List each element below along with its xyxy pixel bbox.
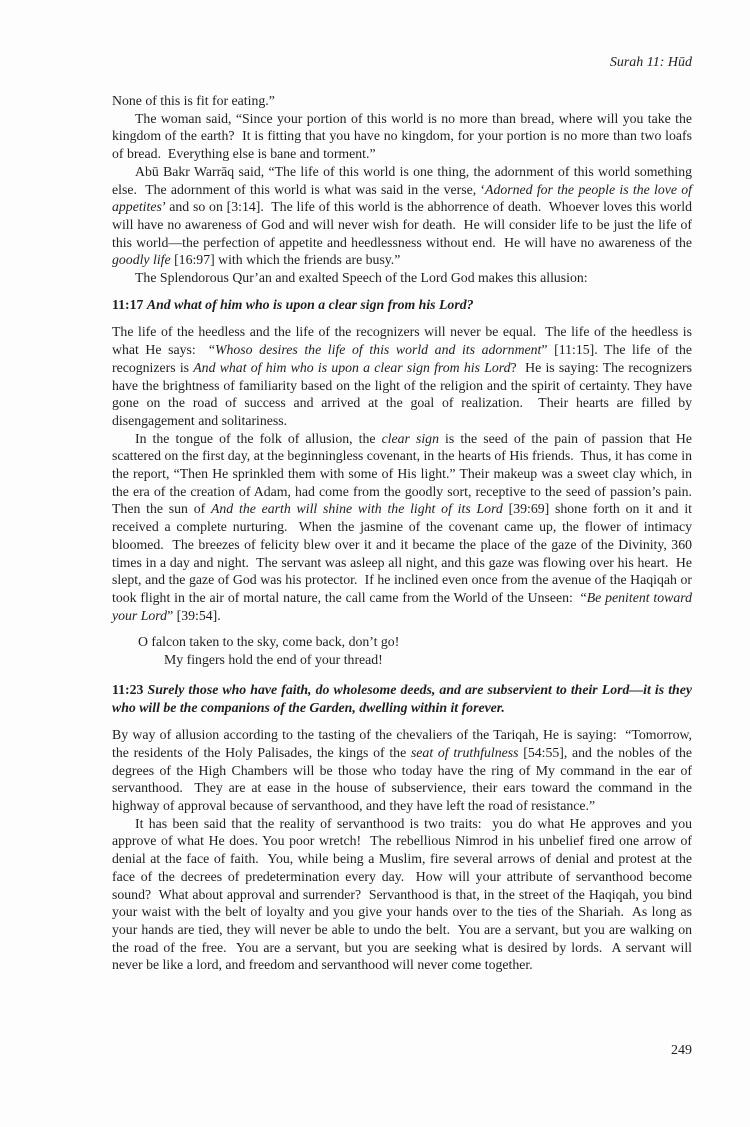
text-run: The life of the heedless and the life of the recognizers will never be equal. The life of the heedless is what He says: “	[112, 324, 696, 358]
text-run: ” [39:54].	[167, 607, 221, 623]
text-run: Whoso desires the life of this world and its adornment	[215, 342, 542, 358]
paragraph	[112, 815, 696, 974]
text-run: And what of him who is upon a clear sign from his Lord?	[146, 296, 474, 312]
text-run: None of this is fit for eating.”	[112, 93, 275, 108]
text-run: Surely those who have faith, do wholesome deeds, and are subservient to their Lord—it is they who will be the companions of the Garden, dwelling within it forever.	[112, 681, 696, 715]
text-run: ? He is saying: The recognizers have the brightness of familiarity based on the light of the religion and the spirit of certainty. They have gone on the road of success and arrived at the goal of realization. Their hearts are filled by disengagement and solitariness.	[112, 359, 696, 428]
poem-line	[138, 633, 692, 651]
verse-heading	[112, 296, 692, 314]
text-run: ’ and so on [3:14]. The life of this world is the abhorrence of death. Whoever loves this world will have no awareness of God and will never wish for death. He will consider life to be just the life of this world—the perfection of appetite and heedlessness without end. He will have no awareness of the	[112, 199, 696, 250]
text-run: Adorned for the people is the love of appetites	[112, 181, 696, 215]
paragraph	[112, 163, 696, 269]
page-body	[112, 92, 699, 974]
text-run: And the earth will shine with the light of its Lord	[210, 501, 503, 517]
text-run: [39:69] shone forth on it and it received a complete nurturing. When the jasmine of the covenant came up, the flower of intimacy bloomed. The breezes of felicity blew over it and it became the place of the gaze of the Divinity, 360 times in a day and night. The servant was asleep all night, and this gaze was flowing over his heart. He slept, and the gaze of God was his protector. If he inclined even once from the avenue of the Haqiqah or took flight in the air of mortal nature, the call came from the World of the Unseen: “	[112, 501, 696, 605]
verse-heading	[112, 681, 696, 716]
text-run: The woman said, “Since your portion of this world is no more than bread, where will you take the kingdom of the earth? It is fitting that you have no kingdom, for your portion is no more than two loafs of bread. Everything else is bane and torment.”	[112, 110, 696, 162]
text-run: O falcon taken to the sky, come back, don’t go!	[138, 634, 400, 650]
page-number: 249	[671, 1043, 692, 1058]
text-run: The Splendorous Qur’an and exalted Speech of the Lord God makes this allusion:	[135, 270, 588, 286]
paragraph	[112, 92, 692, 110]
text-run: My fingers hold the end of your thread!	[164, 652, 383, 668]
text-run: [54:55], and the nobles of the degrees of the High Chambers will be those who today have the ring of My command in the ear of servanthood. They are at ease in the house of subservience, their ears toward the command in the highway of approval because of servanthood, and they have left the road of resistance.”	[112, 744, 696, 814]
text-run: It has been said that the reality of servanthood is two traits: you do what He approves and you approve of what He does. You poor wretch! The rebellious Nimrod in his unbelief fired one arrow of denial at the face of faith. You, while being a Muslim, fire several arrows of denial and protest at the face of the decrees of predetermination every day. How will your attribute of servanthood become sound? What about approval and surrender? Servanthood is that, in the street of the Haqiqah, you bind your waist with the belt of loyalty and you give your hands over to the ties of the Shariah. As long as your hands are tied, they will never be able to undo the belt. You are a servant, but you are walking on the road of the free. You are a servant, but you are seeking what is desired by lords. A servant will never be like a lord, and freedom and servanthood will never come together.	[112, 815, 696, 973]
text-run: ” [11:15]. The life of the recognizers is	[112, 342, 696, 375]
paragraph	[112, 430, 699, 625]
text-run: [16:97] with which the friends are busy.”	[170, 252, 401, 268]
text-run: 11:23	[112, 681, 148, 697]
text-run: By way of allusion according to the tasting of the chevaliers of the Tariqah, He is saying: “Tomorrow, the residents of the Holy Palisades, the kings of the	[112, 727, 696, 760]
text-run: Abū Bakr Warrāq said, “The life of this world is one thing, the adornment of this world something else. The adornment of this world is what was said in the verse, ‘	[112, 163, 696, 197]
poem-line	[164, 651, 692, 669]
text-run: goodly life	[112, 252, 171, 268]
paragraph	[112, 726, 696, 815]
poem	[112, 633, 692, 668]
text-run: In the tongue of the folk of allusion, the	[135, 430, 382, 446]
paragraph	[112, 110, 696, 163]
text-run: 11:17	[112, 296, 147, 312]
running-header: Surah 11: Hūd	[609, 55, 692, 70]
text-run: is the seed of the pain of passion that He scattered on the first day, at the beginningless covenant, in the hearts of His friends. Thus, it has come in the report, “Then He sprinkled them with some of His light.” Their makeup was a sweet clay which, in the era of the creation of Adam, had come from the goodly sort, receptive to the seed of passion’s pain. Then the sun of	[112, 430, 699, 517]
text-run: And what of him who is upon a clear sign from his Lord	[193, 359, 511, 375]
text-run: seat of truthfulness	[410, 744, 519, 760]
text-run: clear sign	[381, 430, 439, 446]
paragraph	[112, 323, 696, 429]
paragraph	[112, 269, 692, 287]
text-run: Be penitent toward your Lord	[112, 589, 696, 623]
